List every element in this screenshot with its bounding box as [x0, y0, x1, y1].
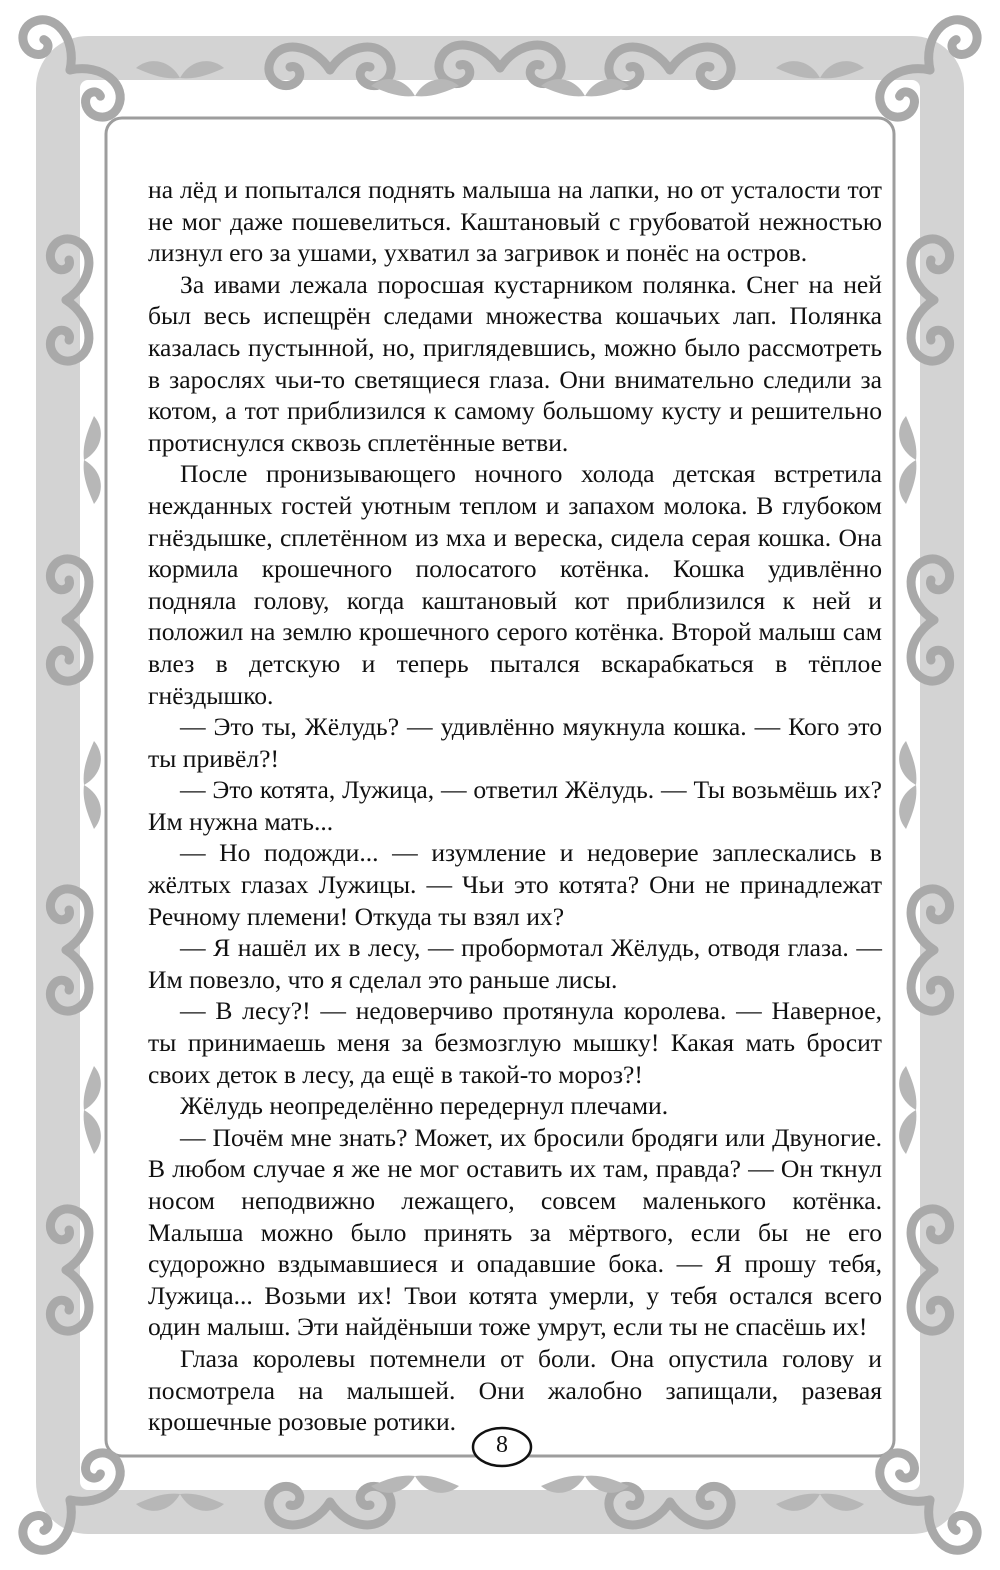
paragraph-7: — Я нашёл их в лесу, — пробормотал Жёлудь, отводя глаза. — Им повезло, что я сделал это раньше лисы.	[148, 933, 882, 994]
paragraph-8: — В лесу?! — недоверчиво протянула королева. — Наверное, ты принимаешь меня за безмозглую мышку! Какая мать бросит своих деток в лесу, да ещё в такой-то мороз?!	[148, 996, 882, 1089]
paragraph-1: на лёд и попытался поднять малыша на лапки, но от усталости тот не мог даже пошевелиться. Каштановый с грубоватой нежностью лизнул его за ушами, ухватил за загривок и понёс на остров.	[148, 175, 882, 268]
paragraph-11: Глаза королевы потемнели от боли. Она опустила голову и посмотрела на малышей. Они жалобно запищали, разевая крошечные розовые ротики.	[148, 1343, 882, 1437]
paragraph-9: Жёлудь неопределённо передернул плечами.	[180, 1091, 669, 1121]
paragraph-2: За ивами лежала поросшая кустарником полянка. Снег на ней был весь испещрён следами множества кошачьих лап. Полянка казалась пустынной, но, приглядевшись, можно было рассмотреть в зарослях чьи-то светящиеся глаза. Они внимательно следили за котом, а тот приблизился к самому большому кусту и решительно протиснулся сквозь сплетённые ветви.	[148, 269, 882, 457]
paragraph-3: После пронизывающего ночного холода детская встретила нежданных гостей уютным теплом и запахом молока. В глубоком гнёздышке, сплетённом из мха и вереска, сидела серая кошка. Она кормила крошечного полосатого котёнка. Кошка удивлённо подняла голову, когда каштановый кот приблизился к ней и положил на землю крошечного серого котёнка. Второй малыш сам влез в детскую и теперь пытался вскарабкаться в тёплое гнёздышко.	[148, 459, 882, 710]
page-number: 8	[496, 1432, 508, 1458]
paragraph-10: — Почём мне знать? Может, их бросили бродяги или Двуногие. В любом случае я же не мог оставить их там, правда? — Он ткнул носом неподвижно лежащего, совсем маленького котёнка. Малыша можно было принять за мёртвого, если бы не его судорожно вздымавшиеся и опадавшие бока. — Я прошу тебя, Лужица... Возьми их! Твои котята умерли, у тебя остался всего один малыш. Эти найдёныши тоже умрут, если ты не спасёшь их!	[148, 1122, 882, 1342]
paragraph-5: — Это котята, Лужица, — ответил Жёлудь. — Ты возьмёшь их? Им нужна мать...	[148, 775, 882, 836]
page-body-text	[148, 174, 882, 1438]
paragraph-4: — Это ты, Жёлудь? — удивлённо мяукнула кошка. — Кого это ты привёл?!	[148, 712, 882, 773]
page-number-badge	[470, 1425, 534, 1469]
paragraph-6: — Но подожди... — изумление и недоверие заплескались в жёлтых глазах Лужицы. — Чьи это котята? Они не принадлежат Речному племени! Откуда ты взял их?	[148, 838, 882, 931]
